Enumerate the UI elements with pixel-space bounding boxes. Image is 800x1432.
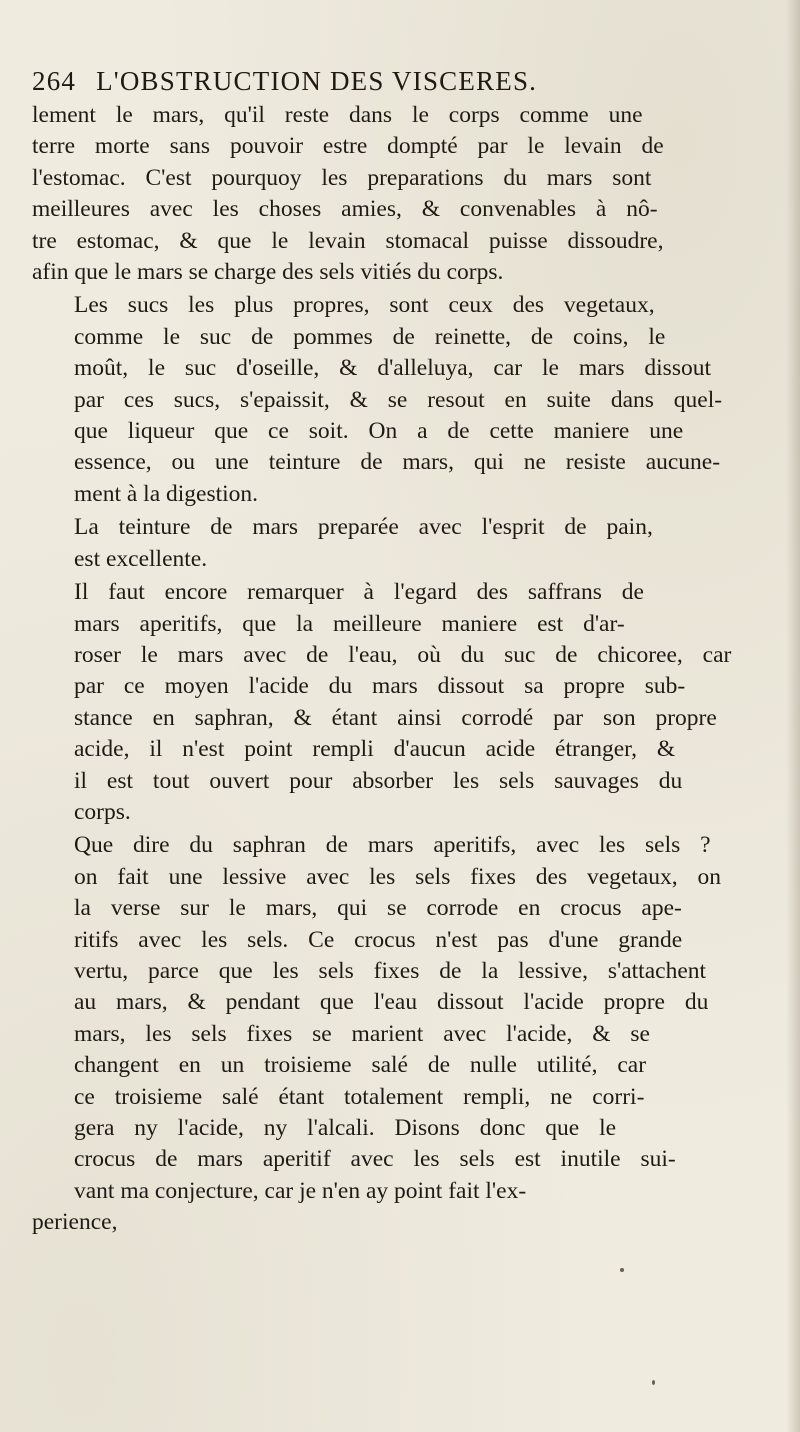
text-line: comme le suc de pommes de reinette, de coins, le [74,323,666,350]
text-line: au mars, & pendant que l'eau dissout l'acide propre du [74,989,709,1016]
text-line: moût, le suc d'oseille, & d'alleluya, car le mars dissout [74,355,711,382]
text-line: acide, il n'est point rempli d'aucun acide étranger, & [74,736,676,763]
text-line: lement le mars, qu'il reste dans le corps comme une [32,102,643,128]
text-line: tre estomac, & que le levain stomacal puisse dissoudre, [32,227,664,254]
text-line: l'estomac. C'est pourquoy les preparations du mars sont [32,164,652,191]
text-line: corps. [74,798,131,825]
paragraph [32,830,778,1207]
text-line: par ce moyen l'acide du mars dissout sa propre sub- [74,673,686,700]
text-line: mars, les sels fixes se marient avec l'acide, & se [74,1020,650,1047]
text-line: afin que le mars se charge des sels vitiés du corps. [32,259,504,286]
text-line: ce troisieme salé étant totalement rempli, ne corri- [74,1083,645,1110]
text-line: par ces sucs, s'epaissit, & se resout en suite dans quel- [74,386,723,413]
text-line: que liqueur que ce soit. On a de cette maniere une [74,418,684,445]
text-line: il est tout ouvert pour absorber les sels sauvages du [74,767,683,794]
paragraph [32,290,778,510]
text-line: ritifs avec les sels. Ce crocus n'est pas d'une grande [74,926,683,953]
text-line: essence, ou une teinture de mars, qui ne resiste aucune- [74,449,721,476]
text-line: meilleures avec les choses amies, & convenables à nô- [32,196,658,223]
text-line: Les sucs les plus propres, sont ceux des vegetaux, [74,292,655,319]
text-line: La teinture de mars preparée avec l'esprit de pain, [74,514,653,541]
body-text [32,100,778,1239]
text-line: on fait une lessive avec les sels fixes des vegetaux, on [74,863,722,890]
text-line: gera ny l'acide, ny l'alcali. Disons donc que le [74,1115,617,1141]
text-line: vertu, parce que les sels fixes de la lessive, s'attachent [74,957,707,984]
text-line: ment à la digestion. [74,480,259,507]
page-edge-shadow [786,0,800,1432]
text-line: la verse sur le mars, qui se corrode en crocus ape- [74,895,682,922]
running-head-title: L'OBSTRUCTION DES VISCERES. [96,66,538,96]
text-line: terre morte sans pouvoir estre dompté par le levain de [32,133,664,160]
text-line: Il faut encore remarquer à l'egard des saffrans de [74,579,644,606]
text-line: changent en un troisieme salé de nulle utilité, car [74,1052,647,1079]
paragraph [32,100,778,288]
ink-speck [620,1268,624,1272]
paragraph [32,577,778,828]
text-line: crocus de mars aperitif avec les sels est inutile sui- [74,1146,676,1173]
paragraph [32,512,778,575]
text-line: mars aperitifs, que la meilleure maniere est d'ar- [74,610,625,637]
text-line: Que dire du saphran de mars aperitifs, avec les sels ? [74,832,711,859]
catchword: perience, [32,1209,118,1236]
text-line: stance en saphran, & étant ainsi corrodé par son propre [74,704,717,731]
text-line: vant ma conjecture, car je n'en ay point fait l'ex- [74,1177,527,1204]
page-number: 264 [32,66,77,96]
ink-speck [652,1380,655,1385]
text-line: roser le mars avec de l'eau, où du suc de chicoree, car [74,641,732,668]
text-line: est excellente. [74,545,208,572]
